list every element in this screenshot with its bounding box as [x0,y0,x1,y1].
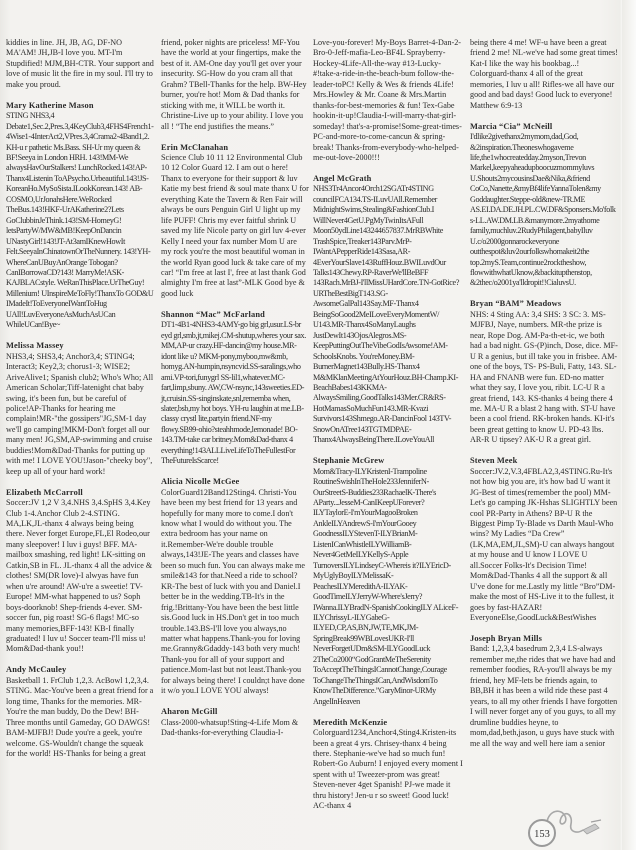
student-name: Meredith McKenzie [313,717,388,727]
senior-entry [6,488,154,655]
entry-continuation [470,38,618,111]
entry-text: NHS3Tr4Ancor4Orch12SGATr4STING councilFCA134.TS-ILuvUAll.Remember MidnightSwims,Stealing&FashionClub.I WillNever4GetU.PgMyTwinItsAFull Moon50ydLine143244657837.MrRBWhite TrashSpice,Treaker143Parv.MrP-IWantAPepperRide143Sasa,AR-4EverYourSlave143RuffHouz.BWILuvdOur Talks143Chewy.RP-RaverWe'llBeBFF 143Rach.MrBJ-I'llMissUHardCore.TN-GotRice?URTheBestBigT143.SG-AwsomeGalPal143Say.MF-Thanx4 BeingSoGood2MeILoveEveryMomentW/ U143.MR-Thanx4SoManyLaughs JustDewIt143OjosAlegros.MS-KeepPuttingOutTheVibeGodIsAwsome!AM-SchoolsKnobs. You'reMoney.BM-BurnerMagnet143Bully.HS-Thanx4 M&MKlanMeetingAtYourHouz.BH-Champ.KI-BeachBabes143KKMA-AlwaysSmiling,GoodTalks143Mer.CR&RS-HotMamasSoMuchFun143.MR-Kvazi Survivors143Shmego.AR-DancinFool 143TV-SnowOnATree143TGTMDPAE-Thanx4AlwaysBeingThere.ILoveYouAll [313,184,460,445]
entry-text: ColorGuard12Band12Sting4. Christi-You have been my best friend for 13 years and hopefully for many more to come.I don't know what I would do without you. The extra bedroom has your name on it.Remember-We're double trouble always,143!JE-The years and classes have been so much fun. You can always make me smile&143 for that.Need a ride to school?KR-The best of luck with you and Daniel.I better be in the wedding.TB-It's in the frig.!Brittany-You have been the best little sis.Good luck in HS.Don't get in too much trouble.143.BS-I'll love you always,no matter what happens.Thank-you for loving me.Granny&Gdaddy-143 both very much! Thank-you for all of your support and patience.Mom-last but not least.Thank-you for always being there! I couldn;t have done it w/o you.I LOVE YOU always! [161,487,305,696]
entry-text: friend, poker nights are priceless! MF-You have the world at your fingertips, make the best of it. AM-One day you'll get over your insecurity. SG-How do you cram all that Grahm? TBell-Thanks for the help. BW-Hey burner, you're hot! Mom & Dad thanks for sticking with me, it WILL be worth it. Christine-Live up to your ability. I love you all ! “The end justifies the means.” [161,38,307,131]
student-name: Alicia Nicolle McGee [161,477,240,487]
entry-text: I'dlike2givethanx2mymom,dad,God, &2inspiration.Theoneswhogaveme life,the1whocreatedday.2myson,Trevon Markel,keepyaheadupboocuzmommyluvs U.Shouts2mycousinsDae&Nika,&friend CoCo,Nanette,&myBf4lifeYannaTolen&my Goddaughter.Steppe-old&new-TR.ME AS.EI.DA.DE.JH.PL.CW.DF&Sponsers.Mo'folks-LL.AW.DM.LB.&manymore.2myathome family,muchluv.2RudyPhilagent,babyIluv U.c/o2000gonnarockeveryone outthespot&luv2ourfolkswhomakeit2the top.2myS.Team,continue2rocktheshow, flowwithwhatUknow,&backitupthenstop, &2thec/o2001ya'lldropit!!CialuvsU. [470,132,616,288]
entry-text: DT1-4B1-4NHS3-4AMY-go big grl,usur.LS-br eyd grl,smb,jt,mikej.CM-shutup,wheres your sax. MM,AP-ur crazy.HF-dancin@my house.MR-idont like u? MKM-pony,myboo,mw&mb, homyg.AN-humpin,nsyncvid.SS-saralings,who ami.VP-tori,funygrl SS-lil1,whatever.MC-fart,limp,sbuny. AW,CW-nsync,143sweeties.ED-jt,cruisin.SS-singinskate,snl,rememba when, slater,bsb,my hot boys. YH-ru laughin at me.LB-classy crystl lite,partyin friend.NF-my flowy.SB99-ohio?steahhmode,lemonade! BO-143.TM-take car britney.Mom&Dad-thanx 4 everything!143ALLLiveLifeToTheFullestFor TheFutureIsScarce! [161,320,306,466]
column-1 [6,38,154,770]
senior-entry [161,143,309,300]
senior-entry [313,456,463,707]
column-4 [470,38,618,760]
student-name: Bryan “BAM” Meadows [470,299,562,309]
student-name: Angel McGrath [313,173,372,183]
senior-entry [470,634,618,749]
senior-entry [470,456,618,623]
senior-entry [161,707,309,738]
student-name: Stephanie McGrew [313,456,385,466]
student-name: Mary Katherine Mason [6,100,94,110]
student-name: Shannon “Mac” McFarland [161,309,265,319]
entry-text: NHS3,4; SHS3,4; Anchor3,4; STING4; Interact3; Key2,3; chorus1-3; WISE2; AriveAlive1; Spanish club2; Who's Who; All American Scholar;Tiff-latenight chat baby swing, it's been fun, but be careful of police!AP-Thanks for hearing me complain!MR-"the gossipers"JG,SM-1 day we'll go camping!MKM-Don't forget all our many men! JG,SM,AP-swimming and cruise buddies!Mom&Dad-Thanks for putting up with me! I LOVE YOU!Jason-"cheeky boy", keep up all of your hard work! [6,351,154,476]
entry-text: Class-2000-whatsup!Sting-4-Life Mom & Dad-thanks-for-everything Claudia-I- [161,717,299,738]
student-name: Elizabeth McCarroll [6,487,83,497]
student-name: Steven Meek [470,456,518,466]
senior-entry [6,665,154,759]
senior-entry [6,341,154,477]
senior-entry [313,718,463,812]
student-name: Aharon McGill [161,707,218,717]
page-number: 153 [528,819,556,847]
entry-text: Mom&Tracy-ILYKristenI-Trampoline RoutineSwishInTheHole233JenniferN-OurStreetS-Buddies233RachaelK-There's AParty...JesseM-CanIKeepUForever? ILYTaylorE-I'mYourMagooBroken AnkleILYAndrewS-I'mYourGooey GoodnessILYStevenT-ILYBrianM-ListenICanWhistleILYWilliamB-Never4GetMeILYKellyS-Apple TurnoversILYLindseyC-Whereis it?ILYEricD-MyUglyBoyILYMelissaK-PeachesILYMeredithA-ILYAK-GoodTimeILYJerryW-Where'sJerry? IWanna.ILYBradN-SpanishCookingILY ALiceF-ILYChrissyL-ILYGabeG-ILYED,CP,AS,BN,JW,TE,MK,JM-SpringBreak99WBLovesUKR-I'll NeverForgetUDm&SM-ILYGoodLuck 2TheCo2000“GodGrantMeTheSerenity ToAcceptTheThingsICannotChange,Courage ToChangeTheThingsICan,AndWisdomTo KnowTheDifference.”GaryMinor-URMy AngelInHeaven [313,466,459,706]
entry-text: Band: 1,2,3,4 basedrum 2,3,4 LS-always remember me,the rides that we have had and remember foodies, RA-you'll always be my friend, hey MF-lets be friends again, to BB,BH it has been a wild ride these past 4 years, to all my other friends I have forgotten I will never forget any of you guys, to all my drumline buddies heyne, to mom,dad,beth,jason, u guys have stuck with me all the way and well here iam a senior [470,644,618,748]
student-name: Joseph Bryan Mills [470,634,543,644]
entry-text: being there 4 me! WF-u have been a great friend 2 me! NL-we've had some great times! Kat-I like the way his bookbag...! Colorguard-thanx 4 all of the great memories, I luv u all! Rifles-we all have our good and bad days! Good luck to everyone! Matthew 6:9-13 [470,38,618,110]
column-3 [313,38,463,822]
entry-continuation [313,38,463,163]
entry-text: Soccer:JV 1,2 V 3,4.NHS 3,4.SpHS 3,4.Key Club 1-4.Anchor Club 2-4.STING. MA,LK,JL-thanx 4 always being being there. Never forget Europe,FL,El Rodeo,our many sleepover! I luv i guys! BFF. MA-mailbox smashing, red light! LK-sitting on Catkin,SB in FL. JL-thanx 4 all the advice & clothes! SM(DR love)-I alwyas have fun when u're around! AW-u're a sweetie! TV-Europe! MM-what happened to us? Soph boys-doorknob! Shep-friends 4-ever. SM-soccer fun, pig roast! SG-6 flags! MC-so many memories,BFF-143! KB-I finally graduated! I luv u! Soccer team-I'll miss u! Mom&Dad-thank you!! [6,498,153,654]
entry-text: Basketball 1. FrClub 1,2,3. AcBowl 1,2,3,4. STING. Mac-You've been a great friend for a long time, Thanks for the memories. MR-You're the man buddy, Do the Dew! BH-Three months until Gameday, GO DAWGS! BAM-MJFBJ! Dude you're a geek, you're welcome. GS-Wouldn't change the squeak for the world! HS-Thanks for being a great [6,675,154,758]
column-2 [161,38,309,749]
entry-text: Science Club 10 11 12 Environmental Club 10 12 Color Guard 12. I am out o here! Thanx to everyone for their support & luv Katie my best friend & soul mate thanx U for everything Kate the Tavern & Ren Fair will always be ours Penguin Girl U light up my life PUFF! Chris my ever faitful shrink U saved my life Nicole party on girl luv 4-ever Kelly I need your fax number Mom U are my rock you're the most beautiful woman in the world Ryan good luck & take care of my car! “I'm free at last I', free at last thank God almighty I'm free at last”-MLK Good bye & good luck [161,153,309,298]
student-name: Erin McClanahan [161,142,229,152]
student-name: Marcia “Cia” McNeill [470,121,553,131]
senior-entry [470,122,618,289]
entry-continuation [161,38,309,132]
student-name: Melissa Massey [6,341,64,351]
entry-continuation [6,38,154,90]
entry-text: Soccer:JV.2,V.3,4FBLA2,3,4STING.Ru-It's not how big you are, it's how bad U want it JG-Best of times(remember the pool) MM-Let's go camping JK-Hshas SLIGHTLY been cool PR-Party in Athens? BP-U R the Biggest Pimp Ty-Blade vs Darth Maul-Who wins? My Ladies “Da Crew” (LK,MA,EM,JL,SM)-U can always hangout at my house and U know I LOVE U all.Soccer Folks-It's Decision Time! Mom&Dad-Thanks 4 all the support & all U've done for me.Lastly my little “Bro”DM-make the most of HS-Live it to the fullest, it goes by fast-HAZAR! EveryoneElse,GoodLuck&BestWishes [470,466,618,623]
entry-text: Love-you-forever! My-Boys Barret-4-Dan-2-Bro-0-Jeff-mafia-Leo-BF4L Sprayberry-Hockey-4Life-All-the-way #13-Lucky-#!take-a-ride-in-the-beach-bum follow-the-leader-toPC! Kelly & Wes & friends 4Life! Mrs.Howley & Mr. Coane & Mrs.Martin thanks-for-best-memories & fun! Tex-Gabe hookin-it-up!Claudia-I-will-marry-that-girl-someday! that's-a-promise!Some-great-times-PC-and-more-to-come-cancun & spring-break! Thanks-from-everybody-who-helped-me-out-love-2000!!! [313,38,462,162]
senior-entry [161,477,309,697]
entry-text: Colorguard1234,Anchor4,Sting4.Kristen-its been a great 4 yrs. Chrisey-thanx 4 being there. Stephanie-we've had so much fun! Robert-Go Auburn! I enjoyed every moment I spent with u! Tweezer-prom was great! Steven-never 4get Spanish! PJ-we made it thru history! Jen-u r so sweet! Good luck! AC-thanx 4 [313,728,463,811]
entry-text: STING NHS3,4 Debate1,Sec.2,Pres.3,4KeyClub3,4FHS4French1-4Wise1-4InterAct2,VPres.3,4Crama2-4Band1,2. KH-u r pathetic Ms.Bass. SH-Ur my queen & BF!Seeya in London HRH. 143!MM-We alwaysHavOurStalkers! LunchRocked.143!AP-Thanx4Listenin ToAPsycho.Urbeautiful.143!JS-KoreanHo.MySoSista.ILookKorean.143! AB-COSMO,UrJonahsHere.WeRocked TheBus.143!HKF-UrAKatherine2?Lets GoClubbinJeThink.143!SM-HomeyG! letsPartyW/MW&MB!KeepOnDancin UNastyGirl!143!JT-At3amIKnewHowIt Felt.SeeyaInChinatownOrTheNunnery. 143!YH-WhereCanUBuyAnOrange Tobogan? CanIBorrowaCD?143! MarryMe!ASK-KAJBLACstyle. WeRanThisPlace.UrTheGuy! Millenium! UInspireMeToFly!ThanxTo GOD&U IMadeIt!ToEveryoneIWantToHug UAll!LuvEveryoneAsMuchAsUCan WhileUCan!Bye~ [6,111,154,330]
page-edge-shadow [622,0,636,850]
entry-text: NHS: 4 Sting AA: 3,4 SHS: 3 SC: 3. MS-MJFBJ, Naye, numbers. MR-the prize is near, Rope Dog. AM-Pa-th-et-ic, we both had a bad night. GS-(P)inch, Dose, dice. MF-U R a genius, but ill take you in frisbee. AM-one of the boys, TS- PS-Buli, Fatty, 143. SL-HA and FNANB were fun. ED-no matter what they say, I love you, ribit. LC-U R a great friend, 143. KS-thanks 4 being there 4 me. MA-U R a blast 2 hang with. ST-U have been a cool friend. RK-broken hands. KI-it's been great getting to know U. PD-43 lbs. AR-R U tipsey? AK-U R a great girl. [470,309,618,445]
senior-entry [6,101,154,331]
entry-text: kiddies in line. JH, JB, AG, DF-NO MA'AM! JH,JB-I love you. MT-I'm Stupdified! MJM,BH-CTR. Your support and love of music lit the fire in my soul. I'll try to make you proud. [6,38,154,89]
senior-entry [470,299,618,445]
senior-entry [161,310,309,467]
senior-entry [313,174,463,446]
student-name: Andy McCauley [6,665,67,675]
